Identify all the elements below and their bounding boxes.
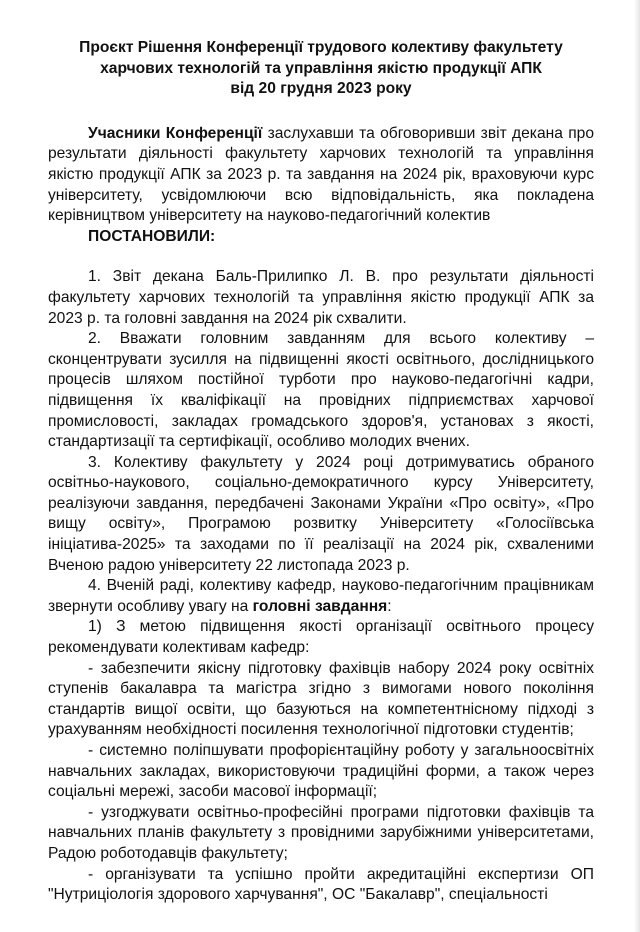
intro-text: заслухавши та обговоривши звіт декана про результати діяльності факультету харчових технологій та управління якістю продукції АПК за 2023 р. та завдання на 2024 рік, враховуючи курс університету, усвідомлюючи всю відповідальність, яка покладена керівництвом університету на науково-педагогічний колектив bbox=[48, 124, 594, 225]
page-edge-shadow bbox=[634, 0, 640, 932]
intro-paragraph bbox=[48, 124, 594, 227]
sub-item-1: 1) З метою підвищення якості організації освітнього процесу рекомендувати колективам кафедр: bbox=[48, 618, 594, 657]
bullet-item: - забезпечити якісну підготовку фахівців набору 2024 року освітніх ступенів бакалавра та магістра згідно з вимогами нового покоління стандартів вищої освіти, що базуються на компетентнісному підході з урахуванням необхідності посилення технологічної підготовки студентів; bbox=[48, 659, 594, 739]
document-title bbox=[48, 38, 594, 100]
bullet-item: - організувати та успішно пройти акредитаційні експертизи ОП "Нутриціологія здорового харчування", ОС "Бакалавр", спеціальності bbox=[48, 865, 594, 904]
intro-lead: Учасники Конференції bbox=[88, 124, 263, 142]
item-3: 3. Колективу факультету у 2024 році дотримуватись обраного освітньо-наукового, соціально-демократичного курсу Університету, реалізуючи завдання, передбачені Законами України «Про освіту», «Про вищу освіту», Програмою розвитку Університету «Голосіївська ініціатива-2025» та заходами по її реалізації на 2024 рік, схваленими Вченою радою університету 22 листопада 2023 р. bbox=[48, 453, 594, 574]
item-2: 2. Вважати головним завданням для всього колективу – сконцентрувати зусилля на підвищенні якості освітнього, дослідницького процесів шляхом постійної турботи про науково-педагогічні кадри, підвищення їх кваліфікації на провідних підприємствах харчової промисловості, закладах громадського здоров'я, установах з якості, стандартизації та сертифікації, особливо молодих вчених. bbox=[48, 330, 594, 451]
title-line-2: харчових технологій та управління якістю продукції АПК bbox=[100, 59, 542, 77]
item-4 bbox=[48, 576, 594, 617]
resolved-heading: ПОСТАНОВИЛИ: bbox=[88, 227, 216, 245]
item-4-bold: головні завдання bbox=[252, 597, 388, 615]
item-4-text: 4. Вченій раді, колективу кафедр, науково-педагогічним працівникам звернути особливу увагу на bbox=[48, 577, 594, 615]
document-body bbox=[48, 38, 594, 906]
bullet-item: - узгоджувати освітньо-професійні програми підготовки фахівців та навчальних планів факультету з провідними зарубіжними університетами, Радою роботодавців факультету; bbox=[48, 803, 594, 862]
title-line-1: Проєкт Рішення Конференції трудового колективу факультету bbox=[79, 39, 563, 56]
item-4-end: : bbox=[387, 597, 392, 615]
title-line-3: від 20 грудня 2023 року bbox=[230, 80, 412, 98]
bullet-item: - системно поліпшувати профорієнтаційну роботу у загальноосвітніх навчальних закладах, використовуючи традиційні форми, а також через соціальні мережі, засоби масової інформації; bbox=[48, 742, 594, 801]
item-1: 1. Звіт декана Баль-Прилипко Л. В. про результати діяльності факультету харчових технологій та управління якістю продукції АПК за 2023 р. та головні завдання на 2024 рік схвалити. bbox=[48, 268, 594, 327]
